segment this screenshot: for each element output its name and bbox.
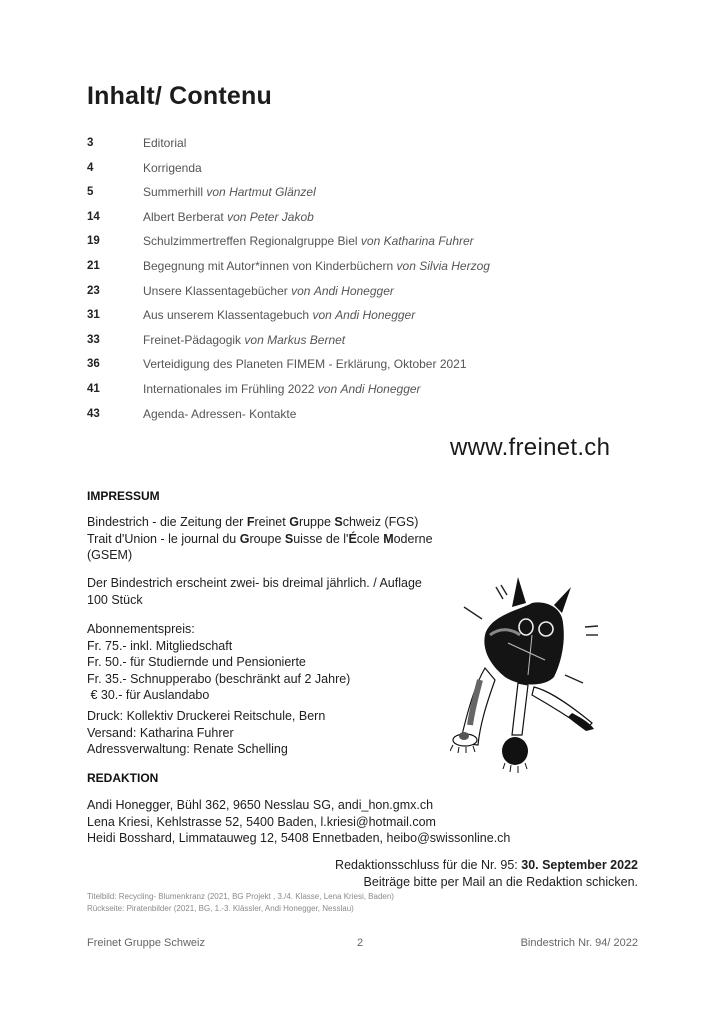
toc-page-number: 23 — [87, 284, 100, 297]
submission-deadline: Redaktionsschluss für die Nr. 95: 30. September 2022 Beiträge bitte per Mail an die Redaktion schicken. — [335, 858, 638, 889]
foot-right — [502, 737, 528, 765]
footer-page-number: 2 — [357, 937, 364, 949]
price-item: Fr. 50.- für Studiernde und Pensionierte — [87, 655, 306, 669]
publication-name-de: Bindestrich - die Zeitung der Freinet Gruppe Schweiz (FGS) — [87, 515, 419, 529]
toc-entry[interactable] — [87, 332, 647, 357]
ear-right — [554, 587, 571, 613]
toc-page-number: 41 — [87, 382, 100, 395]
redaktion-heading: REDAKTION — [87, 771, 159, 785]
toc-title: Freinet-Pädagogik von Markus Bernet — [143, 332, 346, 347]
toc-author: Andi Honegger — [335, 308, 416, 323]
toc-author: Andi Honegger — [313, 283, 394, 298]
table-of-contents — [87, 135, 647, 430]
toc-entry[interactable] — [87, 184, 647, 209]
toc-page-number: 31 — [87, 309, 100, 322]
toc-author: Silvia Herzog — [419, 258, 490, 273]
toc-entry[interactable] — [87, 209, 647, 234]
editor-contact: Lena Kriesi, Kehlstrasse 52, 5400 Baden, l.kriesi@hotmail.com — [87, 814, 436, 829]
toc-page-number: 21 — [87, 259, 100, 272]
page-footer — [87, 937, 638, 953]
toc-entry[interactable] — [87, 307, 647, 332]
website-link[interactable]: www.freinet.ch — [450, 434, 611, 461]
toc-title: Aus unserem Klassentagebuch von Andi Honegger — [143, 308, 416, 323]
toc-entry[interactable] — [87, 356, 647, 381]
toc-entry[interactable] — [87, 233, 647, 258]
image-credits: Titelbild: Recycling- Blumenkranz (2021, BG Projekt , 3./4. Klasse, Lena Kriesi, Baden) Rückseite: Piratenbilder (2021, BG, 1.-3. Klässler, Andi Honegger, Nesslau) — [87, 892, 394, 913]
illustration-cat-drawing — [450, 565, 620, 780]
toc-author: Hartmut Glänzel — [229, 185, 316, 200]
redaktion-members — [87, 797, 510, 847]
impressum-frequency: Der Bindestrich erscheint zwei- bis dreimal jährlich. / Auflage 100 Stück — [87, 576, 422, 607]
toc-author: Peter Jakob — [249, 209, 314, 224]
impressum-heading: IMPRESSUM — [87, 489, 160, 503]
toc-entry[interactable] — [87, 135, 647, 160]
toc-title: Korrigenda — [143, 160, 202, 175]
impressum-publication: Bindestrich - die Zeitung der Freinet Gruppe Schweiz (FGS) Trait d'Union - le journal du Groupe Suisse de l'École Moderne (GSEM) — [87, 515, 433, 562]
toc-entry[interactable] — [87, 406, 647, 431]
production-info: Druck: Kollektiv Druckerei Reitschule, Bern Versand: Katharina Fuhrer Adressverwaltung: Renate Schelling — [87, 709, 326, 756]
price-item: Fr. 35.- Schnupperabo (beschränkt auf 2 Jahre) — [87, 671, 351, 686]
toc-title: Schulzimmertreffen Regionalgruppe Biel von Katharina Fuhrer — [143, 234, 474, 249]
toc-page-number: 3 — [87, 137, 94, 149]
toc-title: Internationales im Frühling 2022 von Andi Honegger — [143, 381, 421, 396]
toc-title: Verteidigung des Planeten FIMEM - Erklärung, Oktober 2021 — [143, 357, 467, 372]
toc-title: Unsere Klassentagebücher von Andi Honegger — [143, 283, 394, 298]
toc-author: Katharina Fuhrer — [383, 234, 474, 249]
footer-issue: Bindestrich Nr. 94/ 2022 — [520, 937, 638, 949]
toc-page-number: 5 — [87, 186, 94, 199]
toc-title: Agenda- Adressen- Kontakte — [143, 406, 297, 421]
toc-title: Summerhill von Hartmut Glänzel — [143, 185, 316, 200]
toc-page-number: 33 — [87, 333, 100, 346]
page-title: Inhalt/ Contenu — [87, 82, 272, 110]
toc-title: Begegnung mit Autor*innen von Kinderbüchern von Silvia Herzog — [143, 258, 490, 273]
toc-entry[interactable] — [87, 160, 647, 185]
toc-title: Editorial — [143, 136, 187, 150]
deadline-date: 30. September 2022 — [521, 858, 638, 872]
toc-page-number: 19 — [87, 235, 100, 248]
body — [484, 602, 563, 684]
toc-entry[interactable] — [87, 258, 647, 283]
toc-author: Markus Bernet — [267, 332, 346, 347]
toc-entry[interactable] — [87, 283, 647, 308]
editor-contact: Andi Honegger, Bühl 362, 9650 Nesslau SG, andi_hon.gmx.ch — [87, 798, 434, 812]
publication-name-fr: Trait d'Union - le journal du Groupe Suisse de l'École Moderne — [87, 531, 433, 546]
toc-page-number: 36 — [87, 358, 100, 371]
footer-organization: Freinet Gruppe Schweiz — [87, 937, 205, 949]
toc-page-number: 14 — [87, 210, 100, 223]
toc-page-number: 43 — [87, 407, 100, 420]
ear-left — [512, 577, 526, 607]
price-item: Fr. 75.- inkl. Mitgliedschaft — [87, 638, 233, 653]
subscription-prices: Abonnementspreis: Fr. 75.- inkl. Mitgliedschaft Fr. 50.- für Studiernde und Pensionierte Fr. 35.- Schnupperabo (beschränkt auf 2 Jahre) € 30.- für Auslandabo — [87, 622, 351, 702]
toc-page-number: 4 — [87, 161, 94, 174]
toc-entry[interactable] — [87, 381, 647, 406]
price-item: € 30.- für Auslandabo — [87, 688, 210, 702]
leg-right — [512, 683, 528, 735]
editor-contact: Heidi Bosshard, Limmatauweg 12, 5408 Ennetbaden, heibo@swissonline.ch — [87, 831, 511, 845]
toc-title: Albert Berberat von Peter Jakob — [143, 209, 314, 224]
toc-author: Andi Honegger — [340, 381, 421, 396]
